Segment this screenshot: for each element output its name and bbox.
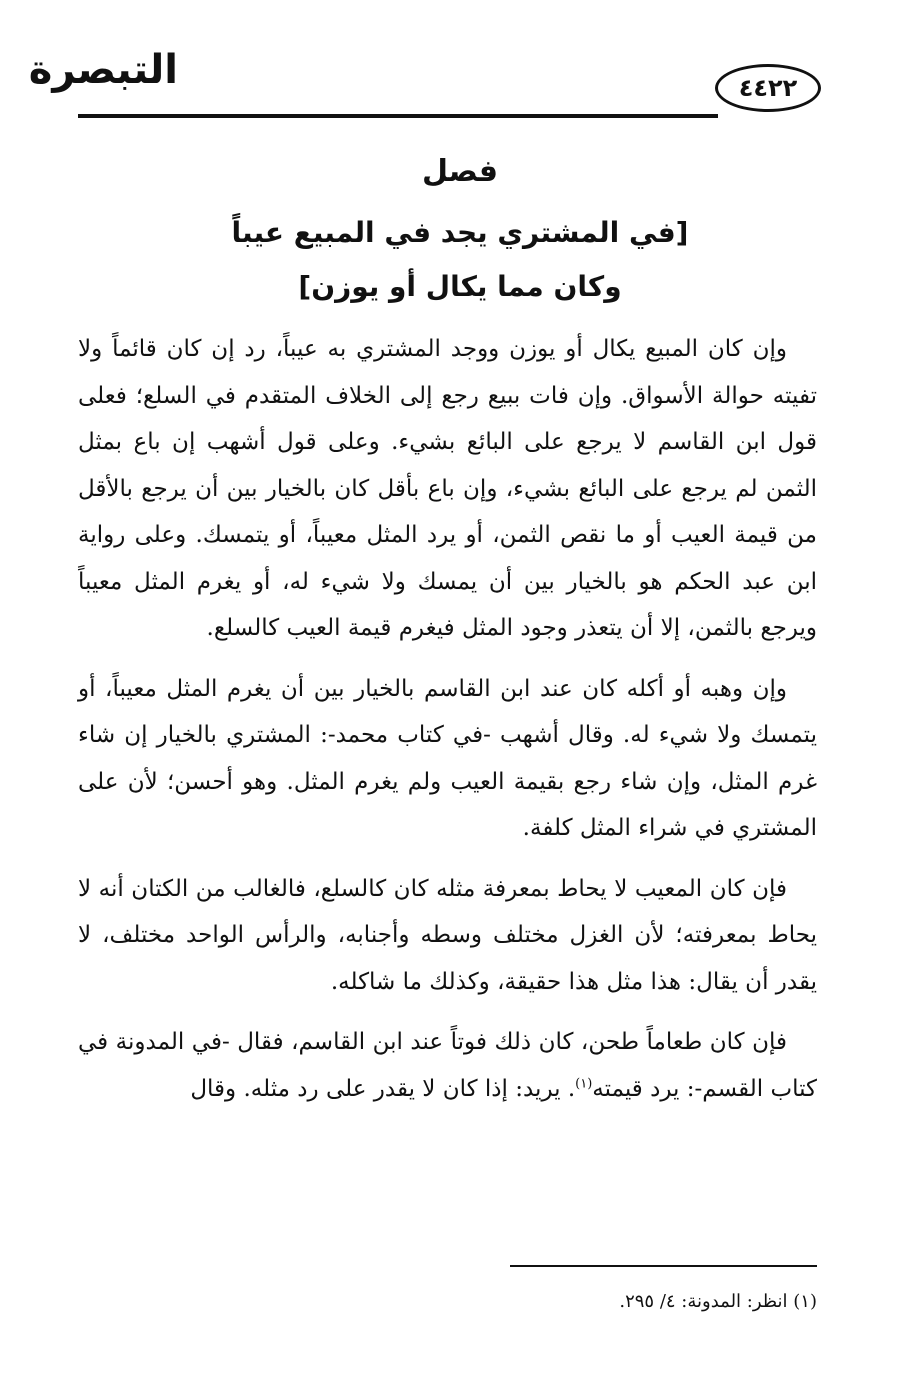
- section-subtitle-line2: وكان مما يكال أو يوزن]: [298, 270, 622, 303]
- footnote: (١) انظر: المدونة: ٤/ ٢٩٥.: [619, 1291, 817, 1312]
- header-rule: [78, 114, 718, 118]
- section-heading: فصل: [422, 154, 498, 189]
- paragraph: وإن كان المبيع يكال أو يوزن ووجد المشتري به عيباً، رد إن كان قائماً ولا تفيته حوالة الأسواق. وإن فات ببيع رجع إلى الخلاف المتقدم في السلع؛ فعلى قول ابن القاسم لا يرجع على البائع بشيء. وعلى قول أشهب إن باع بمثل الثمن لم يرجع على البائع بشيء، وإن باع بأقل كان بالخيار بين أن يرجع بالأقل من قيمة العيب أو ما نقص الثمن، أو يرد المثل معيباً، أو يتمسك. وعلى رواية ابن عبد الحكم هو بالخيار بين أن يمسك ولا شيء له، أو يغرم المثل معيباً ويرجع بالثمن، إلا أن يتعذر وجود المثل فيغرم قيمة العيب كالسلع.: [78, 336, 817, 641]
- page-number: ٤٤٢٢: [715, 64, 821, 112]
- footnote-rule: [510, 1265, 817, 1267]
- paragraph-text: فإن كان طعاماً طحن، كان ذلك فوتاً عند ابن القاسم، فقال -في المدونة في كتاب القسم-: يرد قيمته: [78, 1029, 817, 1102]
- body-text: [78, 326, 817, 1126]
- paragraph: وإن وهبه أو أكله كان عند ابن القاسم بالخيار بين أن يغرم المثل معيباً، أو يتمسك ولا شيء له. وقال أشهب -في كتاب محمد-: المشتري بالخيار إن شاء غرم المثل، وإن شاء رجع بقيمة العيب ولم يغرم المثل. وهو أحسن؛ لأن على المشتري في شراء المثل كلفة.: [78, 675, 817, 841]
- paragraph: [78, 1019, 817, 1112]
- paragraph-text: . يريد: إذا كان لا يقدر على رد مثله. وقال: [190, 1075, 576, 1102]
- footnote-marker: (١): [575, 1075, 593, 1091]
- paragraph: فإن كان المعيب لا يحاط بمعرفة مثله كان كالسلع، فالغالب من الكتان أنه لا يحاط بمعرفته؛ لأن الغزل مختلف وسطه وأجنابه، والرأس الواحد مختلف، لا يقدر أن يقال: هذا مثل هذا حقيقة، وكذلك ما شاكله.: [78, 875, 817, 995]
- book-title: التبصرة: [28, 47, 178, 93]
- section-subtitle-line1: [في المشتري يجد في المبيع عيباً: [231, 216, 689, 249]
